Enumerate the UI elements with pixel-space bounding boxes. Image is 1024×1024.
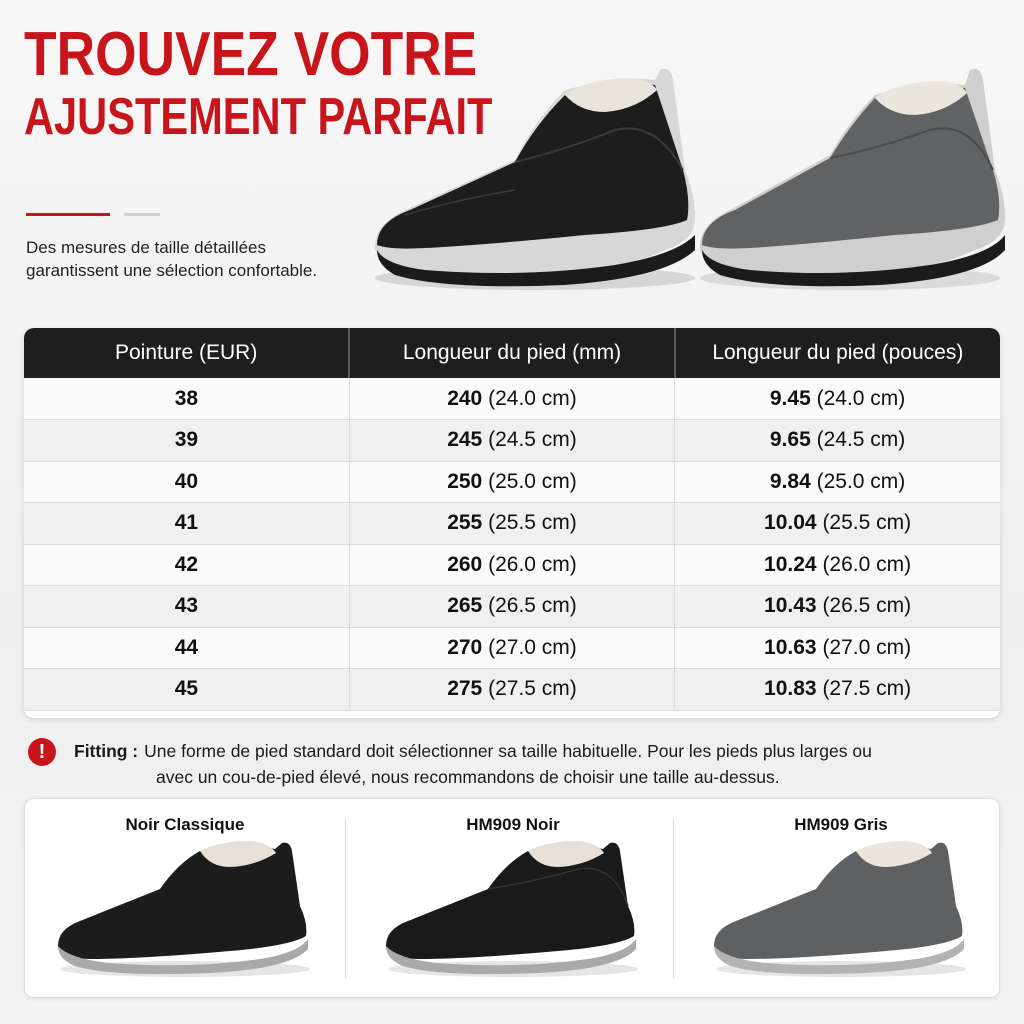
- mm-cell: [349, 669, 674, 711]
- fitting-text-line1: Une forme de pied standard doit sélectionner sa taille habituelle. Pour les pieds plus larges ou: [144, 741, 872, 761]
- size-cell: 40: [24, 461, 349, 503]
- inch-cell: [675, 503, 1000, 545]
- shoe-hm909-gris-image: [706, 841, 976, 981]
- mm-cell: [349, 378, 674, 420]
- inch-cm-value: (24.0 cm): [816, 386, 906, 410]
- accent-rule: [26, 213, 110, 216]
- exclamation-icon: !: [28, 738, 56, 766]
- mm-value: 245: [447, 428, 483, 452]
- inch-cell: [675, 461, 1000, 503]
- column-header-mm: Longueur du pied (mm): [349, 328, 674, 378]
- inch-value: 10.83: [764, 677, 817, 701]
- table-row: [24, 669, 1000, 711]
- mm-cell: [349, 627, 674, 669]
- fitting-note-body: [74, 738, 974, 790]
- title-line-2: AJUSTEMENT PARFAIT: [24, 88, 493, 146]
- table-row: [24, 378, 1000, 420]
- size-table: [24, 328, 1000, 718]
- inch-cm-value: (26.0 cm): [822, 552, 912, 576]
- mm-value: 255: [447, 511, 483, 535]
- inch-cm-value: (24.5 cm): [816, 428, 906, 452]
- table-row: [24, 544, 1000, 586]
- subtitle: Des mesures de taille détaillées garantissent une sélection confortable.: [26, 238, 318, 280]
- variant-name: Noir Classique: [125, 815, 245, 834]
- inch-value: 9.45: [769, 386, 811, 410]
- grey-rule: [124, 213, 160, 216]
- mm-cell: [349, 461, 674, 503]
- shoe-hm909-noir-image: [378, 841, 648, 981]
- inch-value: 9.65: [769, 428, 811, 452]
- table-row: [24, 420, 1000, 462]
- table-row: [24, 503, 1000, 545]
- inch-cm-value: (25.5 cm): [822, 511, 912, 535]
- mm-cm-value: (25.0 cm): [488, 469, 577, 493]
- hero-shoe-black-image: [365, 50, 705, 300]
- variant-name: HM909 Gris: [794, 815, 888, 834]
- inch-value: 9.84: [769, 469, 811, 493]
- mm-cm-value: (26.5 cm): [488, 594, 577, 618]
- table-row: [24, 461, 1000, 503]
- inch-cell: [675, 586, 1000, 628]
- inch-cell: [675, 544, 1000, 586]
- hero-shoe-grey-image: [690, 50, 1010, 300]
- mm-cell: [349, 544, 674, 586]
- size-cell: 42: [24, 544, 349, 586]
- column-header-size: Pointure (EUR): [24, 328, 349, 378]
- mm-value: 250: [447, 469, 483, 493]
- mm-cm-value: (27.5 cm): [488, 677, 577, 701]
- inch-cm-value: (27.5 cm): [822, 677, 912, 701]
- mm-value: 275: [447, 677, 483, 701]
- mm-cm-value: (26.0 cm): [488, 552, 577, 576]
- table-row: [24, 627, 1000, 669]
- variant-gallery: [24, 798, 1000, 998]
- card-divider: [673, 819, 674, 979]
- mm-cm-value: (24.0 cm): [488, 386, 577, 410]
- mm-cell: [349, 503, 674, 545]
- mm-value: 260: [447, 552, 483, 576]
- fitting-text-line2: avec un cou-de-pied élevé, nous recommandons de choisir une taille au-dessus.: [156, 767, 780, 787]
- size-cell: 45: [24, 669, 349, 711]
- mm-cm-value: (24.5 cm): [488, 428, 577, 452]
- table-header-row: [24, 328, 1000, 378]
- variant-card-hm909-noir: [353, 799, 673, 999]
- size-cell: 43: [24, 586, 349, 628]
- inch-value: 10.43: [764, 594, 817, 618]
- size-cell: 41: [24, 503, 349, 545]
- shoe-noir-classique-image: [50, 841, 320, 981]
- inch-value: 10.63: [764, 635, 817, 659]
- inch-value: 10.24: [764, 552, 817, 576]
- variant-card-hm909-gris: [681, 799, 1001, 999]
- variant-card-noir-classique: [25, 799, 345, 999]
- mm-cell: [349, 420, 674, 462]
- size-cell: 44: [24, 627, 349, 669]
- card-divider: [345, 819, 346, 979]
- inch-cell: [675, 420, 1000, 462]
- mm-value: 270: [447, 635, 483, 659]
- size-cell: 39: [24, 420, 349, 462]
- mm-cell: [349, 586, 674, 628]
- inch-cm-value: (25.0 cm): [816, 469, 906, 493]
- variant-name: HM909 Noir: [466, 815, 560, 834]
- inch-cell: [675, 627, 1000, 669]
- inch-cell: [675, 378, 1000, 420]
- inch-cm-value: (26.5 cm): [822, 594, 912, 618]
- inch-value: 10.04: [764, 511, 817, 535]
- mm-value: 240: [447, 386, 483, 410]
- mm-value: 265: [447, 594, 483, 618]
- inch-cm-value: (27.0 cm): [822, 635, 912, 659]
- mm-cm-value: (25.5 cm): [488, 511, 577, 535]
- size-cell: 38: [24, 378, 349, 420]
- column-header-inches: Longueur du pied (pouces): [675, 328, 1000, 378]
- table-row: [24, 586, 1000, 628]
- fitting-label: Fitting :: [74, 741, 139, 761]
- mm-cm-value: (27.0 cm): [488, 635, 577, 659]
- title-line-1: TROUVEZ VOTRE: [24, 20, 478, 89]
- inch-cell: [675, 669, 1000, 711]
